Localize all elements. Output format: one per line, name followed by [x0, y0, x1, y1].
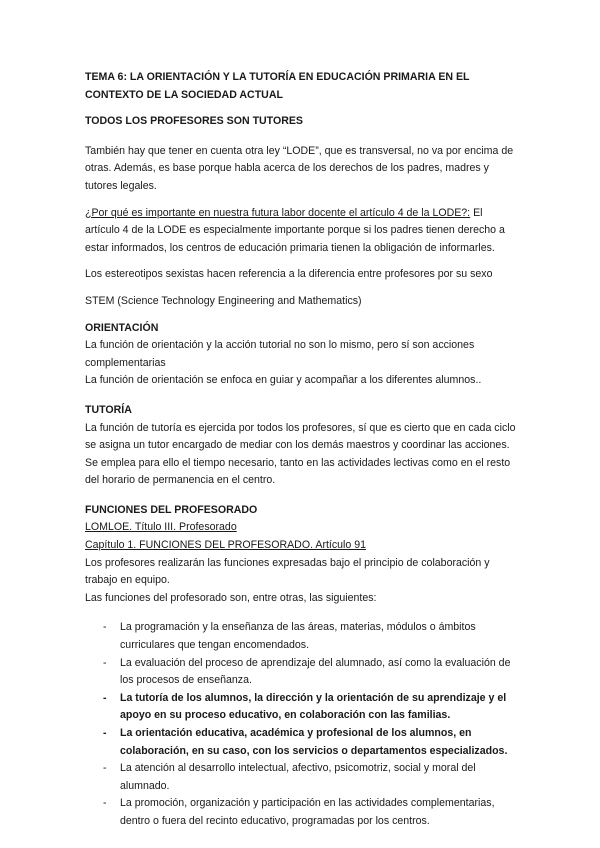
list-item-text: La orientación educativa, académica y profesional de los alumnos, en colaboración, en su caso, con los servicios o departamentos especializados.	[120, 727, 508, 757]
list-item-text: La tutoría de los alumnos, la dirección y la orientación de su aprendizaje y el apoyo en su proceso educativo, en colaboración con las familias.	[120, 691, 507, 722]
document-page	[85, 69, 517, 831]
funciones-list	[85, 619, 517, 830]
dash-bullet: -	[103, 762, 107, 775]
funciones-intro-1: Los profesores realizarán las funciones expresadas bajo el principio de colaboración y trabajo en equipo.	[85, 556, 490, 587]
funciones-intro-2: Las funciones del profesorado son, entre otras, las siguientes:	[85, 591, 377, 604]
answer-text: El artículo 4 de la LODE es especialmente importante porque si los padres tienen derecho a estar informados, los centros de educación primaria tienen la obligación de informarles.	[85, 206, 505, 254]
orientacion-line-2: La función de orientación se enfoca en guiar y acompañar a los diferentes alumnos..	[85, 374, 482, 387]
list-item-text: La evaluación del proceso de aprendizaje del alumnado, así como la evaluación de los procesos de enseñanza.	[120, 656, 511, 687]
list-item	[85, 619, 517, 654]
section-heading-orientacion: ORIENTACIÓN	[85, 321, 159, 334]
list-item	[85, 795, 517, 830]
orientacion-line-1: La función de orientación y la acción tutorial no son lo mismo, pero sí son acciones complementarias	[85, 339, 475, 369]
dash-bullet: -	[103, 797, 107, 810]
paragraph-articulo4	[85, 205, 517, 258]
section-heading-tutoria: TUTORÍA	[85, 403, 132, 416]
list-item-text: La atención al desarrollo intelectual, afectivo, psicomotriz, social y moral del alumnado.	[120, 762, 476, 792]
list-item	[85, 690, 517, 725]
reference-capitulo: Capítulo 1. FUNCIONES DEL PROFESORADO. Artículo 91	[85, 539, 367, 552]
paragraph-lode: También hay que tener en cuenta otra ley “LODE”, que es transversal, no va por encima de otras. Además, es base porque habla acerca de los derechos de los padres, madres y tutores legales.	[85, 144, 514, 192]
list-item	[85, 760, 517, 795]
dash-bullet: -	[103, 656, 107, 669]
document-title: TEMA 6: LA ORIENTACIÓN Y LA TUTORÍA EN EDUCACIÓN PRIMARIA EN EL CONTEXTO DE LA SOCIEDAD ACTUAL	[85, 71, 470, 101]
paragraph-stem: STEM (Science Technology Engineering and Mathematics)	[85, 294, 362, 307]
question-text: ¿Por qué es importante en nuestra futura labor docente el artículo 4 de la LODE?:	[85, 206, 471, 219]
dash-bullet: -	[103, 621, 107, 634]
reference-lomloe: LOMLOE. Título III. Profesorado	[85, 521, 237, 534]
section-heading-profesores: TODOS LOS PROFESORES SON TUTORES	[85, 115, 303, 128]
section-heading-funciones: FUNCIONES DEL PROFESORADO	[85, 503, 258, 516]
list-item-text: La promoción, organización y participación en las actividades complementarias, dentro o fuera del recinto educativo, programadas por los centros.	[120, 797, 495, 827]
list-item	[85, 655, 517, 690]
list-item-text: La programación y la enseñanza de las áreas, materias, módulos o ámbitos curriculares que tengan encomendados.	[120, 621, 476, 652]
list-item	[85, 725, 517, 760]
paragraph-estereotipos: Los estereotipos sexistas hacen referencia a la diferencia entre profesores por su sexo	[85, 268, 493, 281]
dash-bullet: -	[103, 691, 107, 704]
tutoria-paragraph: La función de tutoría es ejercida por todos los profesores, sí que es cierto que en cada ciclo se asigna un tutor encargado de mediar con los demás maestros y coordinar las acciones. Se emplea para ello el tiempo necesario, tanto en las actividades lectivas como en el resto del horario de permanencia en el centro.	[85, 421, 516, 487]
dash-bullet: -	[103, 727, 107, 739]
